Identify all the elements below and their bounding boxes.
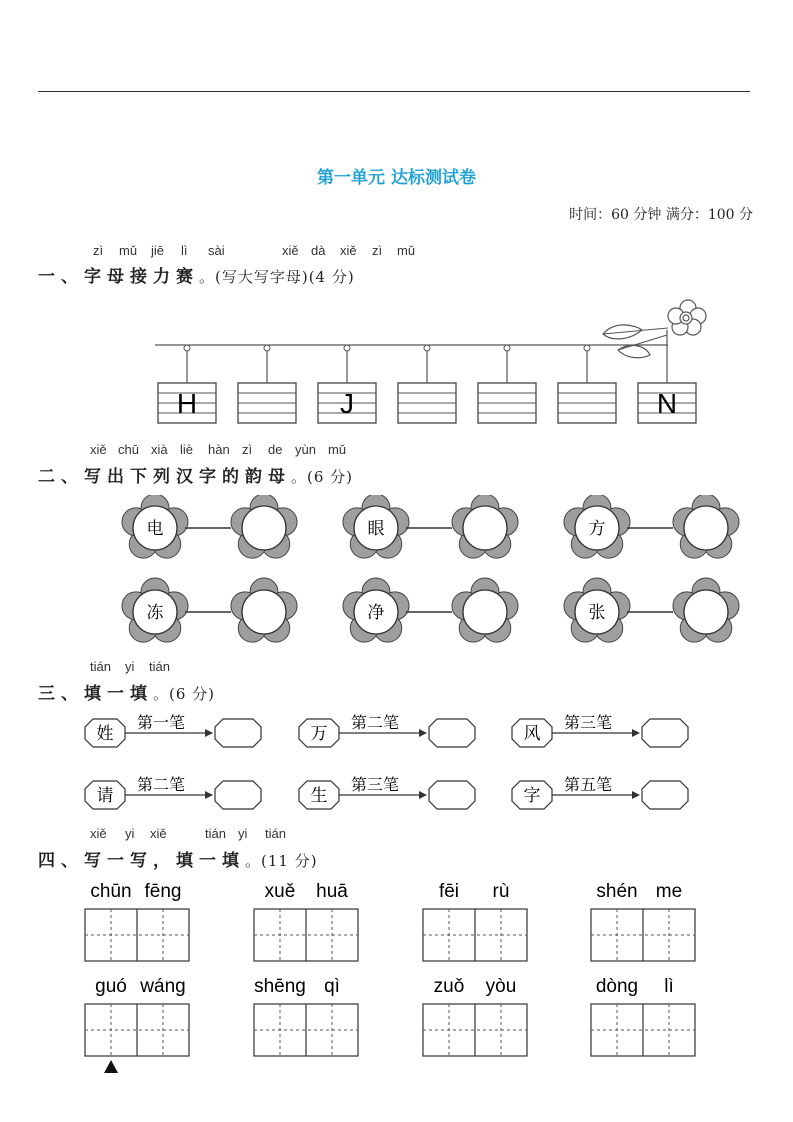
word-grid[interactable]	[254, 881, 358, 961]
word-grid[interactable]	[591, 881, 695, 961]
q2-flower-grid	[0, 495, 793, 655]
letter-box[interactable]	[398, 345, 456, 423]
pinyin: de	[268, 442, 283, 457]
answer-box[interactable]	[642, 719, 688, 747]
arrow-head-icon	[632, 791, 640, 799]
q1-note: 。(写大写字母)(4 分)	[199, 268, 355, 286]
char-text: 生	[310, 786, 328, 806]
word-grid[interactable]	[423, 976, 527, 1056]
pinyin: yi	[125, 659, 135, 674]
pinyin-syllable: dòng	[595, 976, 639, 997]
pinyin: chū	[118, 442, 139, 457]
answer-box[interactable]	[429, 781, 475, 809]
char-text: 姓	[96, 724, 114, 744]
exam-meta: 时间：60 分钟 满分：100 分	[569, 207, 753, 223]
pinyin: mǔ	[119, 243, 138, 258]
pinyin: yi	[238, 826, 248, 841]
arrow-head-icon	[632, 729, 640, 737]
answer-box[interactable]	[215, 781, 261, 809]
flower-char: 冻	[146, 603, 164, 623]
page-title: 第一单元 达标测试卷	[317, 168, 476, 188]
answer-flower[interactable]	[231, 578, 297, 642]
stroke-label: 第五笔	[564, 775, 613, 794]
stroke-label: 第三笔	[351, 775, 400, 794]
q2-label: 二、写出下列汉字的韵母	[38, 467, 291, 487]
pinyin-syllable: zuǒ	[433, 976, 465, 997]
pinyin-syllable: shēng	[254, 976, 306, 997]
pinyin: tián	[265, 826, 286, 841]
answer-box[interactable]	[215, 719, 261, 747]
pinyin-syllable: rù	[492, 881, 510, 902]
pinyin-syllable: yòu	[485, 976, 517, 997]
pinyin: xiě	[282, 243, 299, 258]
char-text: 万	[310, 724, 328, 744]
letter-text: N	[656, 388, 678, 419]
arrow-head-icon	[205, 729, 213, 737]
pinyin: xiě	[150, 826, 167, 841]
flower-char: 净	[367, 603, 385, 623]
pinyin-syllable: chūn	[90, 881, 132, 902]
char-text: 请	[96, 786, 114, 806]
answer-box[interactable]	[642, 781, 688, 809]
pinyin: sài	[208, 243, 225, 258]
q3-label: 三、填一填	[38, 684, 153, 704]
q3-note: 。(6 分)	[153, 685, 216, 703]
flower-char: 眼	[367, 519, 385, 539]
stroke-label: 第二笔	[351, 713, 400, 732]
pinyin: mǔ	[328, 442, 347, 457]
stroke-label: 第二笔	[137, 775, 186, 794]
arrow-head-icon	[205, 791, 213, 799]
q4-writing-grid	[0, 875, 793, 1085]
letter-box[interactable]	[158, 345, 216, 423]
char-flower	[122, 578, 188, 642]
letter-box[interactable]	[638, 383, 696, 423]
pinyin-syllable: lì	[664, 976, 674, 997]
pinyin-syllable: wáng	[140, 976, 186, 997]
char-flower	[564, 578, 630, 642]
q4-label: 四、写一写，填一填	[38, 851, 245, 871]
letter-text: H	[176, 388, 198, 419]
pinyin: yùn	[295, 442, 316, 457]
stroke-label: 第三笔	[564, 713, 613, 732]
answer-flower[interactable]	[673, 495, 739, 558]
char-flower	[564, 495, 630, 558]
q1-letter-relay	[0, 290, 793, 435]
top-rule	[38, 91, 750, 92]
letter-box[interactable]	[478, 345, 536, 423]
q1-title	[38, 262, 355, 287]
flower-char: 电	[146, 519, 164, 539]
word-grid[interactable]	[254, 976, 358, 1056]
pinyin-syllable: guó	[95, 976, 127, 997]
pinyin: liè	[180, 442, 194, 457]
answer-flower[interactable]	[673, 578, 739, 642]
letter-box[interactable]	[238, 345, 296, 423]
stroke-label: 第一笔	[137, 713, 186, 732]
letter-text: J	[340, 388, 354, 419]
pinyin: xià	[151, 442, 168, 457]
pinyin: xiě	[90, 442, 107, 457]
pinyin: jiē	[151, 243, 165, 258]
letter-box[interactable]	[558, 345, 616, 423]
pinyin-syllable: xuě	[264, 881, 296, 902]
flower-icon	[668, 300, 706, 335]
flower-char: 张	[588, 603, 606, 623]
word-grid[interactable]	[85, 976, 189, 1056]
answer-flower[interactable]	[452, 495, 518, 558]
q3-stroke-grid	[0, 705, 793, 815]
flower-char: 方	[588, 519, 606, 539]
pinyin-syllable: shén	[596, 881, 638, 902]
pinyin: yi	[125, 826, 135, 841]
q4-title	[38, 846, 318, 871]
pinyin: zì	[93, 243, 104, 258]
pinyin: lì	[181, 243, 188, 258]
char-text: 风	[523, 724, 541, 744]
char-flower	[122, 495, 188, 558]
q4-note: 。(11 分)	[245, 852, 318, 870]
pinyin: tián	[149, 659, 170, 674]
word-grid[interactable]	[591, 976, 695, 1056]
word-grid[interactable]	[85, 881, 189, 961]
answer-flower[interactable]	[231, 495, 297, 558]
q2-title	[38, 462, 353, 487]
pinyin: zì	[242, 442, 253, 457]
pinyin-syllable: fēi	[438, 881, 460, 902]
q2-note: 。(6 分)	[291, 468, 354, 486]
pinyin: xiě	[340, 243, 357, 258]
char-text: 字	[523, 786, 541, 806]
answer-box[interactable]	[429, 719, 475, 747]
pinyin: mǔ	[397, 243, 416, 258]
q1-label: 一、字母接力赛	[38, 267, 199, 287]
arrow-head-icon	[419, 791, 427, 799]
char-flower	[343, 495, 409, 558]
pinyin: dà	[311, 243, 326, 258]
pinyin-syllable: huā	[316, 881, 348, 902]
letter-box[interactable]	[318, 345, 376, 423]
pinyin-syllable: me	[655, 881, 683, 902]
pinyin: tián	[90, 659, 111, 674]
pinyin-syllable: fēng	[144, 881, 182, 902]
pinyin-syllable: qì	[324, 976, 340, 997]
answer-flower[interactable]	[452, 578, 518, 642]
q3-title	[38, 679, 215, 704]
pinyin: zì	[372, 243, 383, 258]
pinyin: hàn	[208, 442, 230, 457]
word-grid[interactable]	[423, 881, 527, 961]
pinyin: xiě	[90, 826, 107, 841]
triangle-marker-icon	[104, 1060, 118, 1073]
char-flower	[343, 578, 409, 642]
pinyin: tián	[205, 826, 226, 841]
arrow-head-icon	[419, 729, 427, 737]
